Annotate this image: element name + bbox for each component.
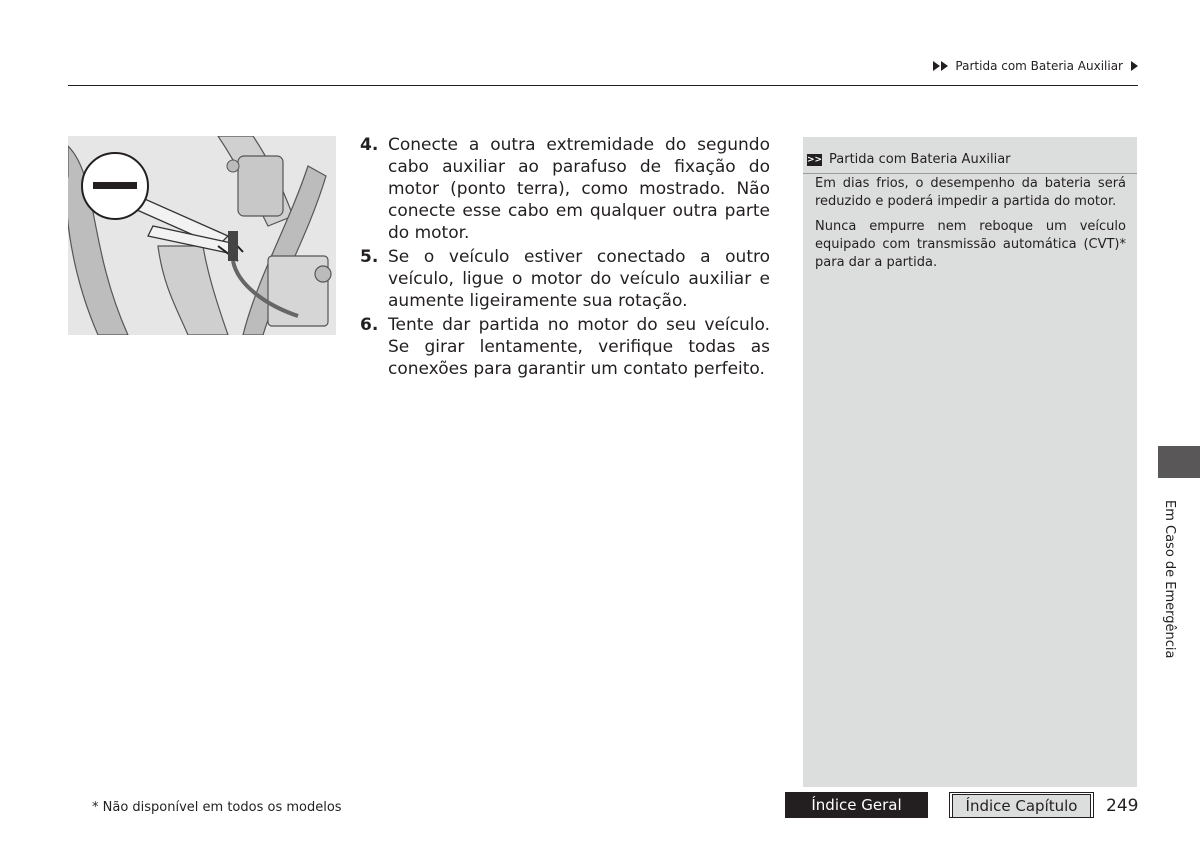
sidebar-title: Partida com Bateria Auxiliar — [829, 152, 1011, 167]
step-item — [360, 314, 770, 380]
step-item — [360, 134, 770, 244]
chapter-label: Em Caso de Emergência — [1162, 500, 1177, 659]
header-divider — [68, 85, 1138, 86]
engine-ground-illustration — [68, 136, 336, 335]
step-number: 4. — [360, 135, 379, 155]
index-chapter-button[interactable] — [949, 792, 1094, 818]
arrow-right-icon — [1131, 61, 1138, 71]
double-arrow-icon — [933, 61, 948, 71]
page-number: 249 — [1106, 796, 1139, 816]
step-text: Tente dar partida no motor do seu veículo. Se girar lentamente, verifique todas as conexões para garantir um contato perfeito. — [388, 315, 770, 379]
sidebar-body — [815, 175, 1126, 279]
breadcrumb[interactable] — [933, 59, 1138, 73]
step-text: Se o veículo estiver conectado a outro veículo, ligue o motor do veículo auxiliar e aumente ligeiramente sua rotação. — [388, 247, 770, 311]
chapter-tab[interactable] — [1158, 446, 1200, 478]
note-marker-icon: >> — [807, 154, 823, 165]
index-general-button[interactable]: Índice Geral — [785, 792, 928, 818]
step-text: Conecte a outra extremidade do segundo cabo auxiliar ao parafuso de fixação do motor (ponto terra), como mostrado. Não conecte esse cabo em qualquer outra parte do motor. — [388, 135, 770, 243]
sidebar-paragraph: Nunca empurre nem reboque um veículo equipado com transmissão automática (CVT)* para dar a partida. — [815, 219, 1126, 270]
index-chapter-label: Índice Capítulo — [952, 794, 1091, 818]
step-number: 5. — [360, 247, 379, 267]
notes-sidebar — [803, 137, 1137, 787]
footnote: * Não disponível em todos os modelos — [92, 800, 342, 815]
breadcrumb-label: Partida com Bateria Auxiliar — [955, 59, 1123, 73]
sidebar-paragraph: Em dias frios, o desempenho da bateria será reduzido e poderá impedir a partida do motor. — [815, 176, 1126, 209]
instruction-steps — [360, 134, 770, 382]
sidebar-header — [803, 146, 1137, 174]
step-item — [360, 246, 770, 312]
step-number: 6. — [360, 315, 379, 335]
